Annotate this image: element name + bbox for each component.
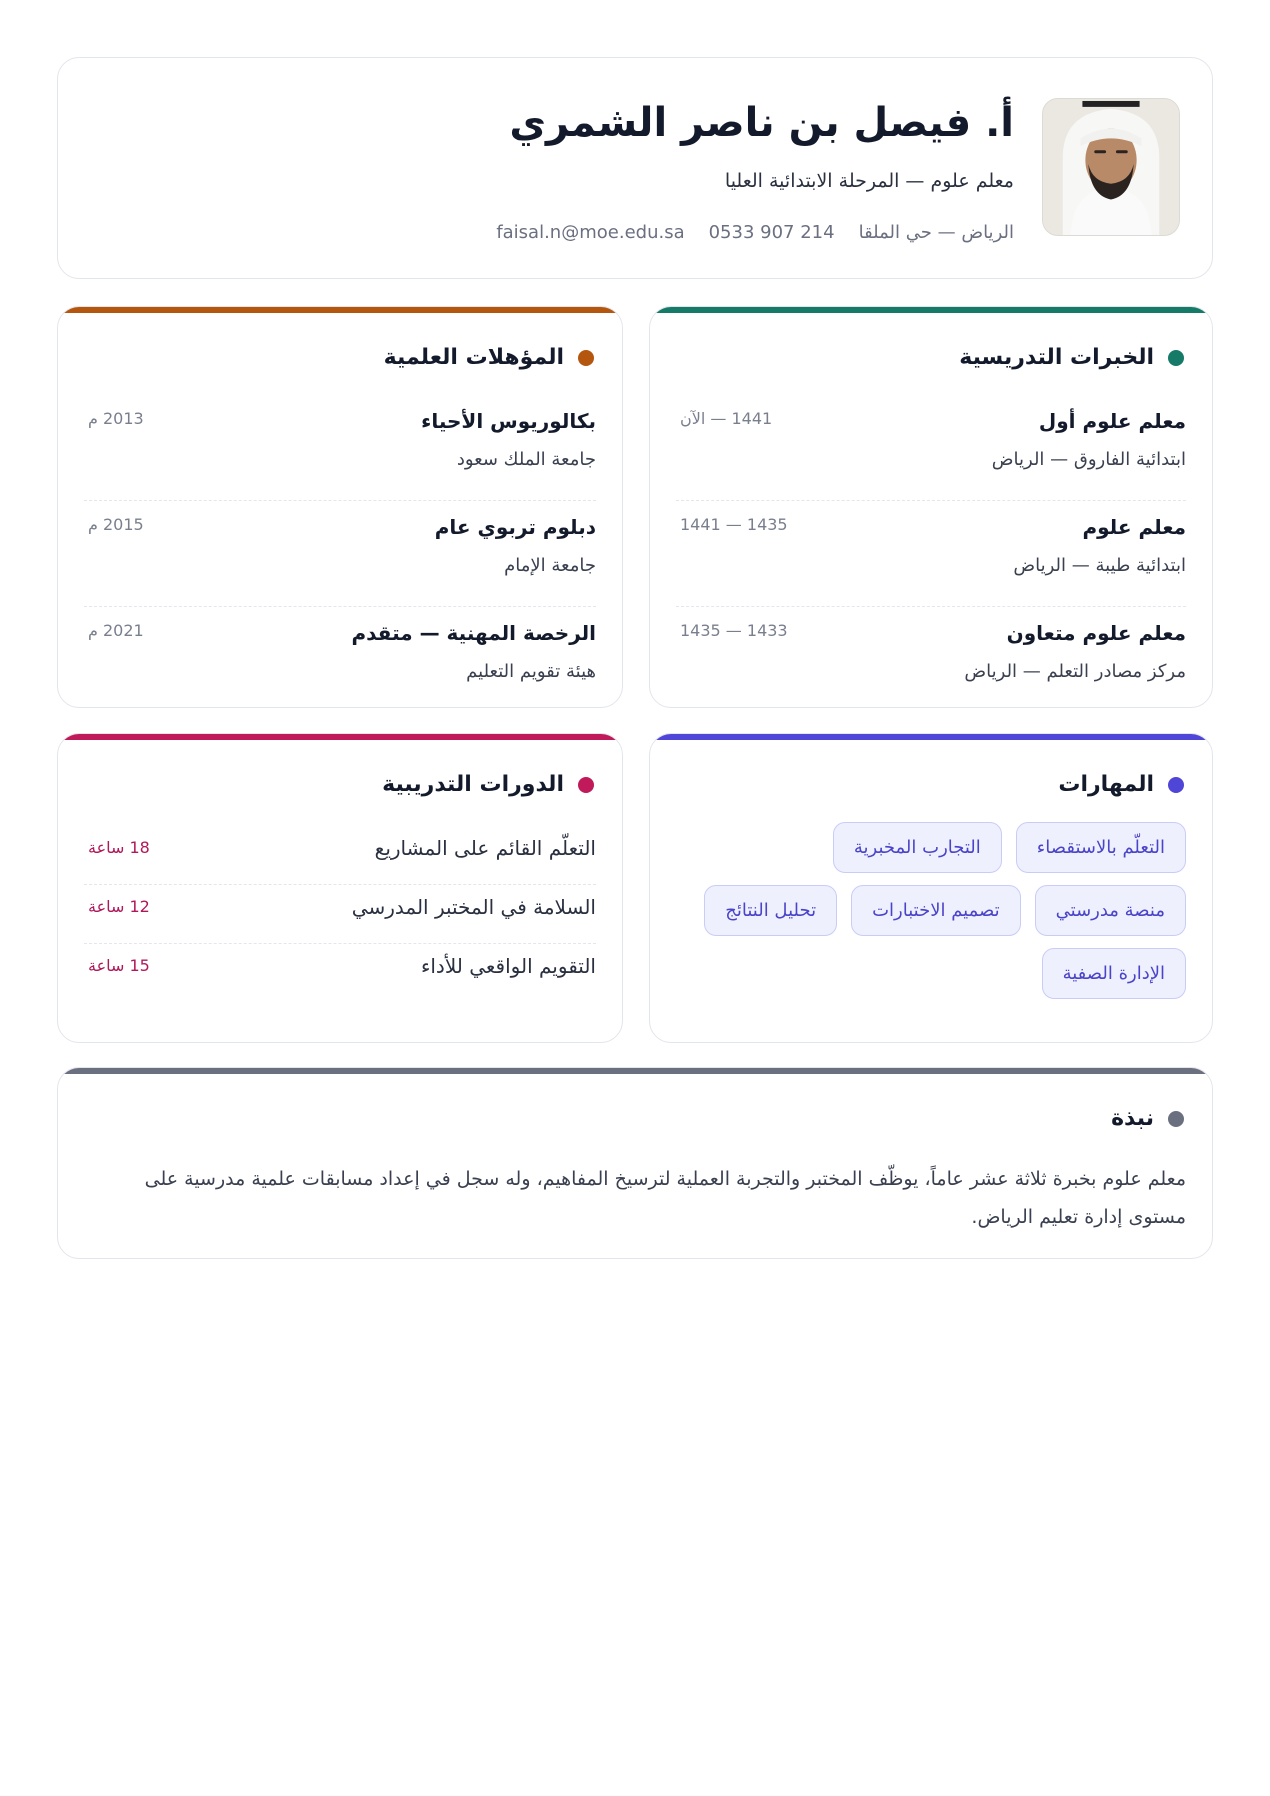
section-accent-bar	[58, 734, 622, 740]
experience-role: معلم علوم	[1082, 515, 1186, 539]
course-hours: 12 ساعة	[88, 897, 150, 916]
qualification-item	[84, 395, 596, 501]
qualification-degree: دبلوم تربوي عام	[434, 515, 596, 539]
section-title	[1111, 1106, 1184, 1131]
email-text[interactable]: faisal.n@moe.edu.sa	[496, 222, 685, 243]
experience-period: 1433 — 1435	[680, 621, 788, 640]
section-accent-bar	[650, 734, 1212, 740]
skill-chip: التعلّم بالاستقصاء	[1016, 822, 1186, 873]
skill-chip: تحليل النتائج	[704, 885, 837, 936]
qualification-degree: بكالوريوس الأحياء	[421, 409, 596, 433]
experience-list	[676, 395, 1186, 708]
bullet-dot-icon	[1168, 1111, 1184, 1127]
section-accent-bar	[58, 1068, 1212, 1074]
section-accent-bar	[58, 307, 622, 313]
section-title	[959, 345, 1184, 370]
experience-place: ابتدائية الفاروق — الرياض	[991, 449, 1186, 470]
location-text: الرياض — حي الملقا	[858, 222, 1014, 243]
section-title	[1058, 772, 1184, 797]
section-accent-bar	[650, 307, 1212, 313]
section-title-label: المؤهلات العلمية	[383, 345, 564, 370]
section-title	[382, 772, 594, 797]
courses-list	[84, 826, 596, 1003]
qualification-year: 2015 م	[88, 515, 144, 534]
skills-list	[676, 822, 1186, 999]
experience-item	[676, 395, 1186, 501]
courses-section	[57, 733, 623, 1043]
course-item	[84, 944, 596, 1003]
about-section	[57, 1067, 1213, 1259]
qualification-item	[84, 607, 596, 708]
qualification-institution: جامعة الإمام	[504, 555, 596, 576]
section-title-label: الدورات التدريبية	[382, 772, 564, 797]
bullet-dot-icon	[578, 350, 594, 366]
course-item	[84, 826, 596, 885]
bullet-dot-icon	[1168, 350, 1184, 366]
bullet-dot-icon	[578, 777, 594, 793]
bullet-dot-icon	[1168, 777, 1184, 793]
experience-period: 1441 — الآن	[680, 409, 773, 428]
course-item	[84, 885, 596, 944]
experience-section	[649, 306, 1213, 708]
experience-role: معلم علوم أول	[1038, 409, 1186, 433]
qualification-year: 2013 م	[88, 409, 144, 428]
experience-place: مركز مصادر التعلم — الرياض	[964, 661, 1186, 682]
contact-info	[496, 222, 1014, 243]
skill-chip: منصة مدرستي	[1035, 885, 1186, 936]
qualification-year: 2021 م	[88, 621, 144, 640]
phone-text[interactable]: 0533 907 214	[708, 222, 835, 243]
profile-header	[57, 57, 1213, 279]
course-name: التقويم الواقعي للأداء	[420, 954, 596, 978]
course-hours: 15 ساعة	[88, 956, 150, 975]
skill-chip: التجارب المخبرية	[833, 822, 1002, 873]
person-name: أ. فيصل بن ناصر الشمري	[509, 100, 1014, 146]
experience-item	[676, 607, 1186, 708]
experience-period: 1435 — 1441	[680, 515, 788, 534]
qualification-item	[84, 501, 596, 607]
section-title-label: نبذة	[1111, 1106, 1154, 1131]
qualification-degree: الرخصة المهنية — متقدم	[351, 621, 596, 645]
section-title-label: الخبرات التدريسية	[959, 345, 1154, 370]
section-title-label: المهارات	[1058, 772, 1154, 797]
qualifications-list	[84, 395, 596, 708]
course-name: التعلّم القائم على المشاريع	[374, 836, 596, 860]
experience-item	[676, 501, 1186, 607]
profile-photo-image	[1043, 99, 1179, 235]
skill-chip: تصميم الاختبارات	[851, 885, 1021, 936]
skill-chip: الإدارة الصفية	[1042, 948, 1186, 999]
job-title: معلم علوم — المرحلة الابتدائية العليا	[724, 170, 1014, 192]
qualification-institution: جامعة الملك سعود	[456, 449, 596, 470]
section-title	[384, 345, 594, 370]
course-name: السلامة في المختبر المدرسي	[351, 895, 596, 919]
qualification-institution: هيئة تقويم التعليم	[466, 661, 596, 682]
about-text: معلم علوم بخبرة ثلاثة عشر عاماً، يوظّف المختبر والتجربة العملية لترسيخ المفاهيم، وله سجل في إعداد مسابقات علمية مدرسية على مستوى إدارة تعليم الرياض.	[144, 1168, 1186, 1228]
course-hours: 18 ساعة	[88, 838, 150, 857]
experience-place: ابتدائية طيبة — الرياض	[1013, 555, 1186, 576]
experience-role: معلم علوم متعاون	[1006, 621, 1186, 645]
qualifications-section	[57, 306, 623, 708]
skills-section	[649, 733, 1213, 1043]
profile-photo	[1042, 98, 1180, 236]
